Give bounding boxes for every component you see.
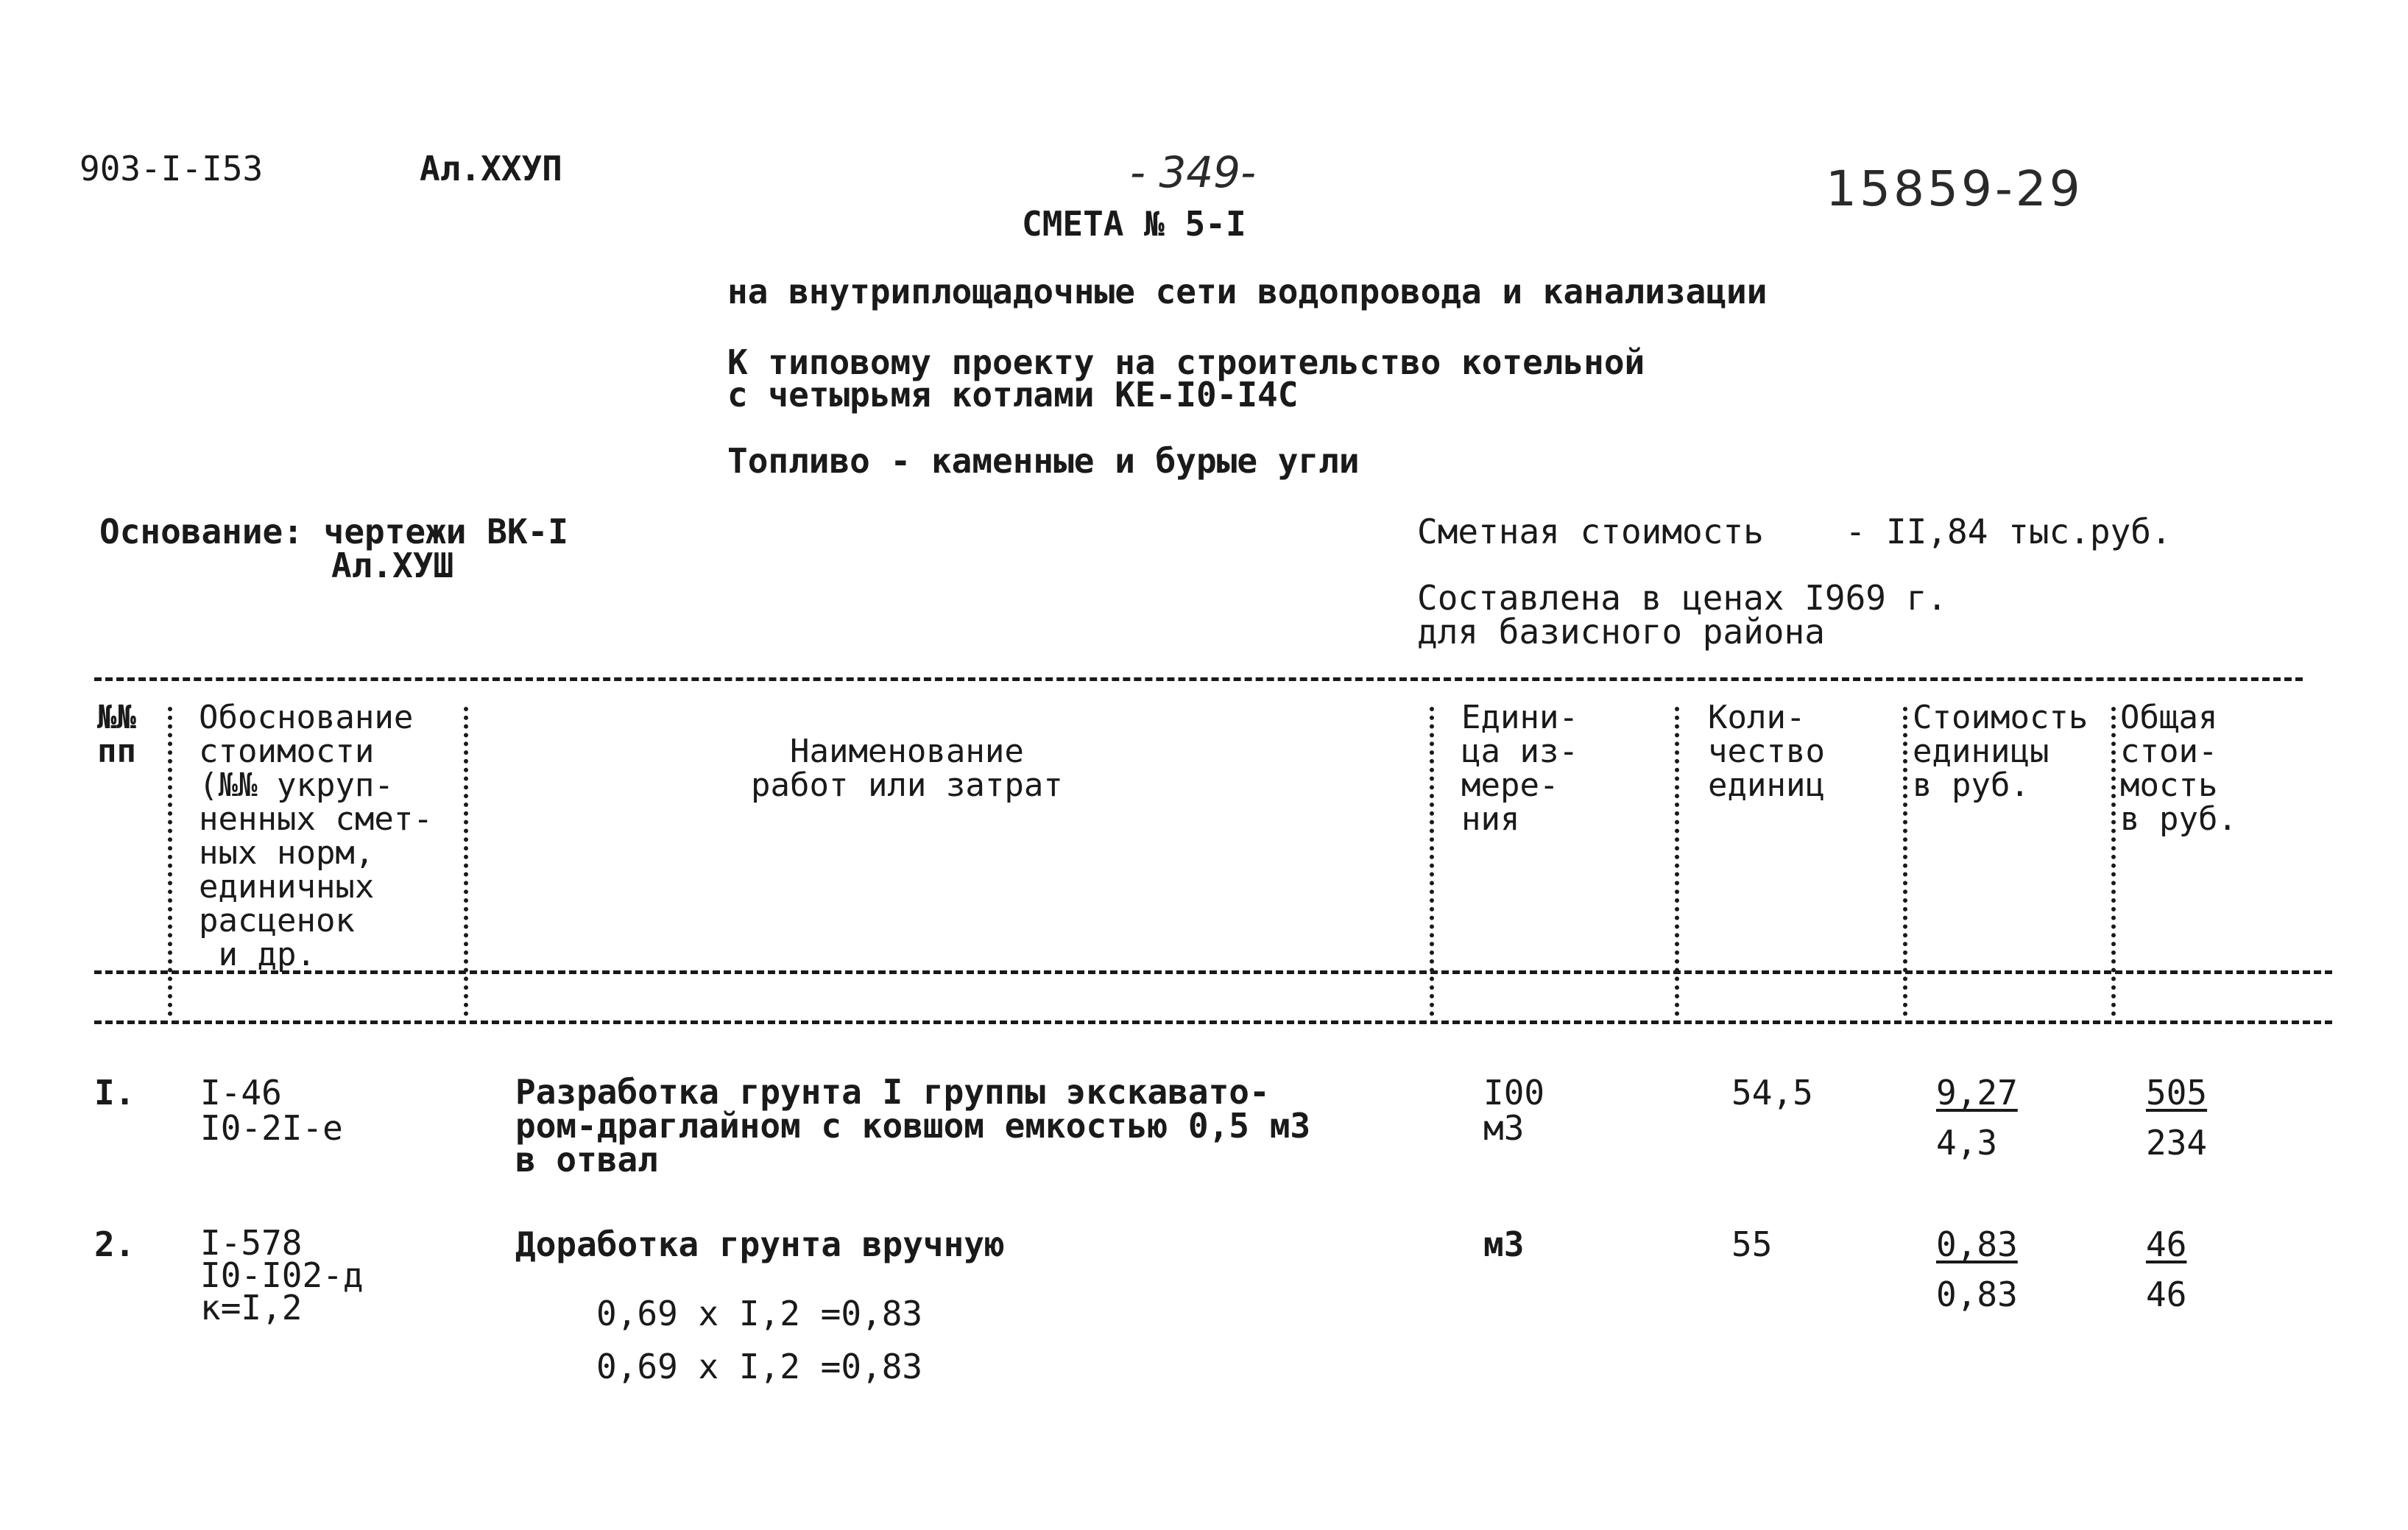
row-unit-cost-bottom: 4,3: [1936, 1123, 1998, 1163]
row-unit: м3: [1483, 1224, 1525, 1264]
row-unit-cost-bottom: 0,83: [1936, 1275, 2018, 1314]
row-unit-cost-top: 9,27: [1936, 1073, 2018, 1113]
row-quantity: 54,5: [1731, 1073, 1813, 1113]
row-unit-cost-top: 0,83: [1936, 1224, 2018, 1264]
row-total-bottom: 46: [2146, 1275, 2187, 1314]
page-number: - 349-: [1130, 147, 1256, 197]
row-num: 2.: [94, 1224, 135, 1264]
estimate-subtitle: на внутриплощадочные сети водопровода и канализации: [727, 272, 1768, 311]
table-header-rule-2: [94, 1020, 2332, 1024]
row-num: I.: [94, 1073, 135, 1113]
column-separator: [168, 707, 172, 1016]
row-quantity: 55: [1731, 1224, 1773, 1264]
row-name: Разработка грунта I группы экскавато- ром-драглайном с ковшом емкостью 0,5 м3 в отвал: [515, 1072, 1311, 1180]
prices-line-1: Составлена в ценах I969 г.: [1417, 578, 1948, 618]
header-basis: Обоснование стоимости (№№ укруп- ненных смет- ных норм, единичных расценок и др.: [199, 699, 433, 973]
fuel-line: Топливо - каменные и бурые угли: [727, 441, 1360, 481]
header-name: Наименование работ или затрат: [751, 733, 1063, 804]
column-separator: [1430, 707, 1434, 1016]
header-unit: Едини- ца из- мере- ния: [1461, 699, 1578, 838]
column-separator: [1675, 707, 1679, 1016]
row-total-top: 46: [2146, 1224, 2187, 1264]
row-unit: I00 м3: [1483, 1073, 1545, 1148]
header-num: №№ пп: [97, 699, 136, 770]
row-calc-1: 0,69 х I,2 =0,83: [596, 1294, 923, 1333]
header-quantity: Коли- чество единиц: [1708, 699, 1825, 804]
estimated-cost: Сметная стоимость - II,84 тыс.руб.: [1417, 512, 2172, 551]
header-unit-cost: Стоимость единицы в руб.: [1913, 699, 2089, 804]
row-name: Доработка грунта вручную: [515, 1224, 1005, 1264]
header-total-cost: Общая стои- мость в руб.: [2120, 699, 2237, 838]
basis-album: Ал.ХУШ: [331, 546, 454, 585]
row-total-top: 505: [2146, 1073, 2208, 1113]
handwritten-number: 15859-29: [1826, 161, 2083, 217]
basis-label: Основание: чертежи ВК-I: [99, 512, 568, 551]
row-calc-2: 0,69 х I,2 =0,83: [596, 1347, 923, 1386]
column-separator: [2111, 707, 2116, 1016]
album-number: Ал.XXУП: [420, 149, 562, 188]
prices-line-2: для базисного района: [1417, 612, 1825, 652]
project-line-2: с четырьмя котлами КЕ-I0-I4С: [727, 375, 1299, 415]
estimate-title: СМЕТА № 5-I: [1022, 204, 1246, 244]
document-code: 903-I-I53: [80, 149, 264, 188]
project-line-1: К типовому проекту на строительство котельной: [727, 342, 1645, 382]
row-total-bottom: 234: [2146, 1123, 2208, 1163]
column-separator: [464, 707, 468, 1016]
row-basis: I-578 I0-I02-д к=I,2: [200, 1223, 364, 1328]
row-basis: I-46 I0-2I-е: [200, 1073, 343, 1148]
column-separator: [1903, 707, 1907, 1016]
table-top-rule: [94, 677, 2303, 681]
